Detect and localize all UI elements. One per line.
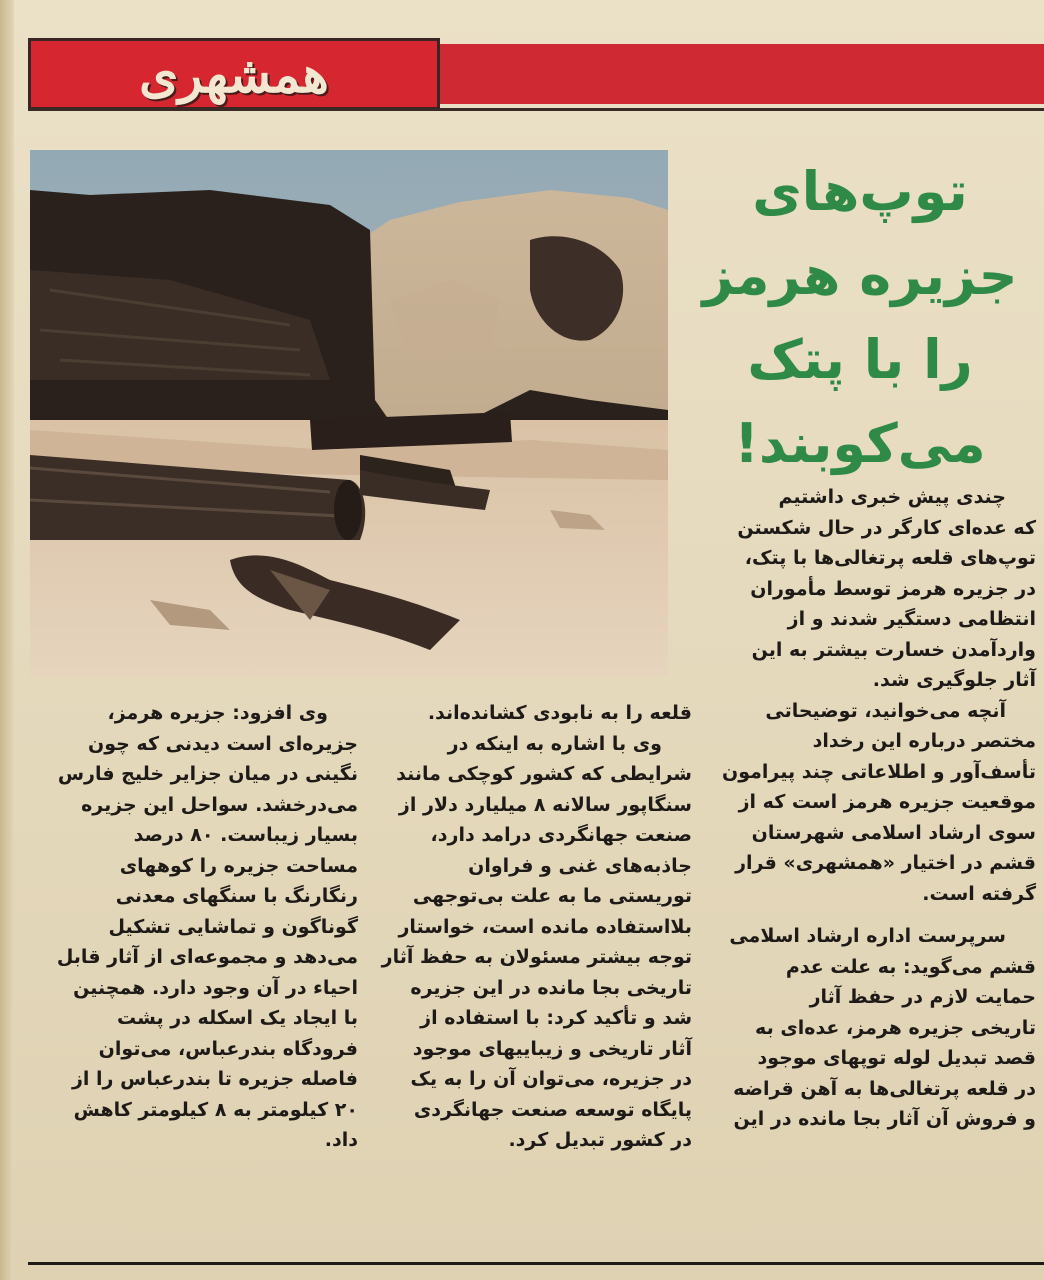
article-column-left [28,698,358,1156]
text-line: در جزیره هرمز توسط مأموران [750,577,1036,600]
text-line: می‌درخشد. سواحل این جزیره [81,793,358,816]
text-line: مختصر درباره این رخداد [812,730,1036,752]
text-line: سنگاپور سالانه ۸ میلیارد دلار از [398,793,692,816]
text-line: وی با اشاره به اینکه در [447,732,662,755]
text-line: قشم می‌گوید: به علت عدم [785,955,1036,978]
page-edge [0,0,14,1280]
text-line: و فروش آن آثار بجا مانده در این [733,1108,1036,1130]
text-line: ۲۰ کیلومتر به ۸ کیلومتر کاهش [73,1098,358,1121]
text-line: احیاء در آن وجود دارد. همچنین [73,976,358,999]
text-line: سوی ارشاد اسلامی شهرستان [751,821,1036,844]
masthead-logo [28,38,440,110]
text-line: جاذبه‌های غنی و فراوان [468,854,692,877]
article-headline [690,150,1030,486]
text-line: گرفته است. [922,882,1036,905]
headline-line: را با پتک [747,328,973,391]
text-line: آثار تاریخی و زیباییهای موجود [412,1037,692,1060]
text-line: چندی پیش خبری داشتیم [778,486,1006,508]
text-line: فرودگاه بندرعباس، می‌توان [98,1037,358,1060]
text-line: می‌دهد و مجموعه‌ای از آثار قابل [56,946,358,968]
text-line: توپ‌های قلعه پرتغالی‌ها با پتک، [744,547,1036,569]
text-line: فاصله جزیره تا بندرعباس را از [71,1068,358,1090]
text-line: سرپرست اداره ارشاد اسلامی [729,925,1006,947]
text-line: تاریخی بجا مانده در این جزیره [410,976,692,999]
text-line: پایگاه توسعه صنعت جهانگردی [413,1098,692,1121]
text-line: حمایت لازم در حفظ آثار [809,986,1036,1008]
masthead-rule [28,108,1044,111]
text-line: در قلعه پرتغالی‌ها به آهن قراضه [733,1077,1036,1100]
text-line: قشم در اختیار «همشهری» قرار [735,852,1036,874]
text-line: توریستی ما به علت بی‌توجهی [412,885,692,907]
text-line: توجه بیشتر مسئولان به حفظ آثار [381,946,692,968]
historic-cannons-photo [30,150,668,676]
text-line: نگینی در میان جزایر خلیج فارس [57,763,358,785]
text-line: قصد تبدیل لوله توپهای موجود [757,1047,1036,1069]
bottom-rule [28,1262,1044,1265]
text-line: انتظامی دستگیر شدند و از [787,608,1036,630]
text-line: صنعت جهانگردی درامد دارد، [430,824,692,846]
text-line: آنچه می‌خوانید، توضیحاتی [765,699,1006,722]
masthead-title: همشهری [139,44,329,104]
photo-illustration [30,150,668,676]
text-line: جزیره‌ای است دیدنی که چون [88,732,358,755]
text-line: که عده‌ای کارگر در حال شکستن [737,516,1036,539]
text-line: آثار جلوگیری شد. [872,669,1036,691]
text-line: داد. [324,1129,358,1151]
text-line: با ایجاد یک اسکله در پشت [117,1007,358,1029]
headline-line: جزیره هرمز [702,244,1018,307]
text-line: گوناگون و تماشایی تشکیل [108,915,358,938]
text-line: شد و تأکید کرد: با استفاده از [420,1007,692,1029]
article-column-middle [372,698,692,1156]
text-line: بلااستفاده مانده است، خواستار [398,915,692,938]
text-line: مساحت جزیره را کوههای [119,854,358,877]
text-line: شرایطی که کشور کوچکی مانند [396,763,692,785]
paragraph-gap [716,909,1036,921]
text-line: موقعیت جزیره هرمز است که از [738,791,1036,813]
headline-line: می‌کوبند! [734,412,986,475]
text-line: قلعه را به نابودی کشانده‌اند. [427,702,692,724]
text-line: رنگارنگ با سنگهای معدنی [115,885,358,907]
text-line: در کشور تبدیل کرد. [508,1129,692,1151]
text-line: در جزیره، می‌توان آن را به یک [410,1068,692,1090]
text-line: تأسف‌آور و اطلاعاتی چند پیرامون [722,760,1036,783]
text-line: وی افزود: جزیره هرمز، [107,702,328,724]
text-line: تاریخی جزیره هرمز، عده‌ای به [755,1016,1036,1039]
headline-line: توپ‌های [752,160,968,223]
text-line: بسیار زیباست. ۸۰ درصد [133,824,358,846]
text-line: واردآمدن خسارت بیشتر به این [751,638,1036,661]
article-column-right [716,482,1036,1135]
